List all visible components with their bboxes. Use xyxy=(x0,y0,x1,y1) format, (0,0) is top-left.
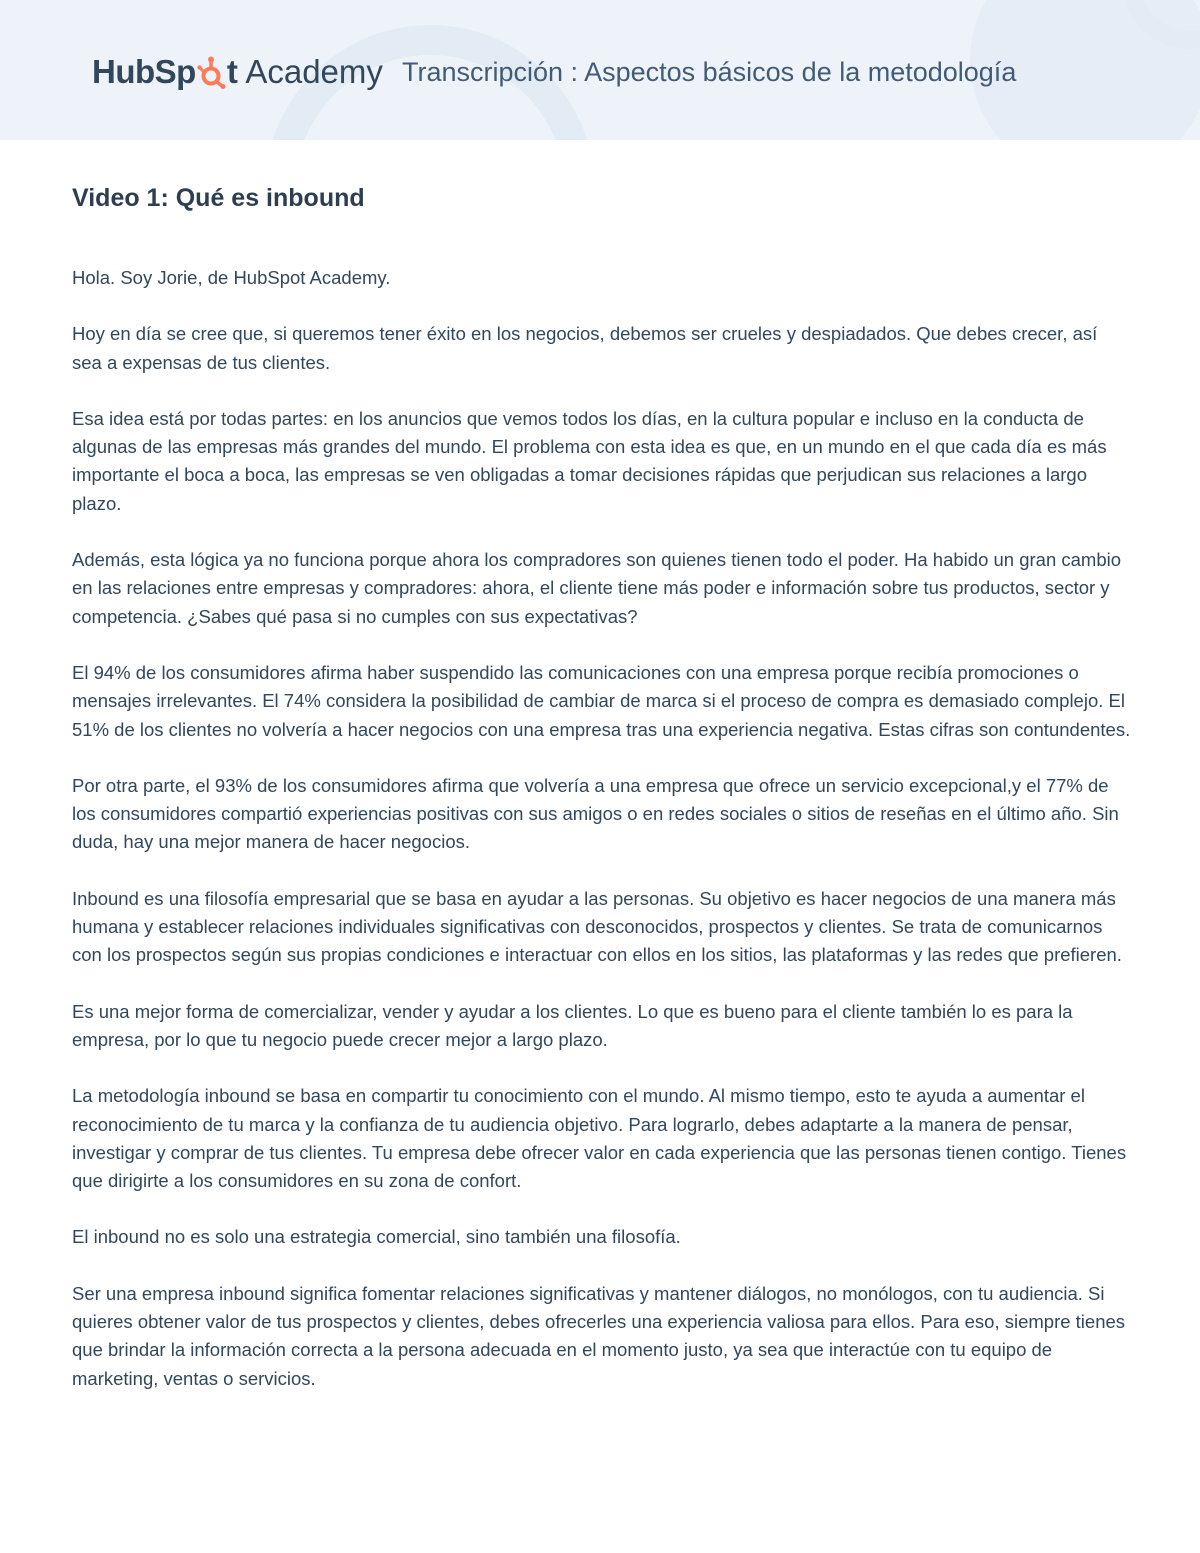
paragraph: Hola. Soy Jorie, de HubSpot Academy. xyxy=(72,267,391,288)
transcript-body xyxy=(72,178,1132,1421)
logo-word-end: t xyxy=(226,53,238,90)
paragraph: El inbound no es solo una estrategia comercial, sino también una filosofía. xyxy=(72,1226,681,1248)
paragraph: Es una mejor forma de comercializar, vender y ayudar a los clientes. Lo que es bueno para el cliente también lo es para la empresa, por lo que tu negocio puede crecer mejor a largo plazo. xyxy=(72,1000,1073,1050)
paragraph: Ser una empresa inbound significa fomentar relaciones significativas y mantener diálogos, no monólogos, con tu audiencia. Si quieres obtener valor de tus prospectos y clientes, debes ofrecerles una experiencia valiosa para ellos. Para eso, siempre tienes que brindar la información correcta a la persona adecuada en el momento justo, ya sea que interactúe con tu equipo de marketing, ventas o servicios. xyxy=(72,1282,1126,1389)
paragraph: Además, esta lógica ya no funciona porque ahora los compradores son quienes tienen todo el poder. Ha habido un gran cambio en las relaciones entre empresas y compradores: ahora, el cliente tiene más poder e información sobre tus productos, sector y competencia. ¿Sabes qué pasa si no cumples con sus expectativas? xyxy=(72,549,1122,627)
video-heading: Video 1: Qué es inbound xyxy=(72,184,365,212)
paragraph: Por otra parte, el 93% de los consumidores afirma que volvería a una empresa que ofrece un servicio excepcional,y el 77% de los consumidores compartió experiencias positivas con sus amigos o en redes sociales o sitios de reseñas en el último año. Sin duda, hay una mejor manera de hacer negocios. xyxy=(72,774,1119,853)
paragraph: Inbound es una filosofía empresarial que se basa en ayudar a las personas. Su objetivo es hacer negocios de una manera más humana y establecer relaciones individuales significativas con desconocidos, prospectos y clientes. Se trata de comunicarnos con los prospectos según sus propias condiciones e interactuar con ellos en los sitios, las plataformas y las redes que prefieren. xyxy=(72,887,1122,966)
paragraph: Esa idea está por todas partes: en los anuncios que vemos todos los días, en la cultura popular e incluso en la conducta de algunas de las empresas más grandes del mundo. El problema con esta idea es que, en un mundo en el que cada día es más importante el boca a boca, las empresas se ven obligadas a tomar decisiones rápidas que perjudican sus relaciones a largo plazo. xyxy=(72,407,1107,514)
logo-word: HubSp xyxy=(92,53,196,90)
hubspot-academy-logo xyxy=(92,50,383,94)
paragraph: La metodología inbound se basa en compartir tu conocimiento con el mundo. Al mismo tiempo, esto te ayuda a aumentar el reconocimiento de tu marca y la confianza de tu audiencia objetivo. Para lograrlo, debes adaptarte a la manera de pensar, investigar y comprar de tus clientes. Tu empresa debe ofrecer valor en cada experiencia que las personas tienen contigo. Tienes que dirigirte a los consumidores en su zona de confort. xyxy=(72,1085,1127,1192)
paragraph: Hoy en día se cree que, si queremos tener éxito en los negocios, debemos ser crueles y despiadados. Que debes crecer, así sea a expensas de tus clientes. xyxy=(72,323,1098,373)
page-header xyxy=(0,0,1200,140)
paragraph: El 94% de los consumidores afirma haber suspendido las comunicaciones con una empresa porque recibía promociones o mensajes irrelevantes. El 74% considera la posibilidad de cambiar de marca si el proceso de compra es demasiado complejo. El 51% de los clientes no volvería a hacer negocios con una empresa tras una experiencia negativa. Estas cifras son contundentes. xyxy=(72,661,1131,740)
hubspot-sprocket-icon xyxy=(197,55,227,89)
transcript-title: Transcripción : Aspectos básicos de la metodología xyxy=(402,57,1017,87)
logo-academy: Academy xyxy=(245,53,383,90)
